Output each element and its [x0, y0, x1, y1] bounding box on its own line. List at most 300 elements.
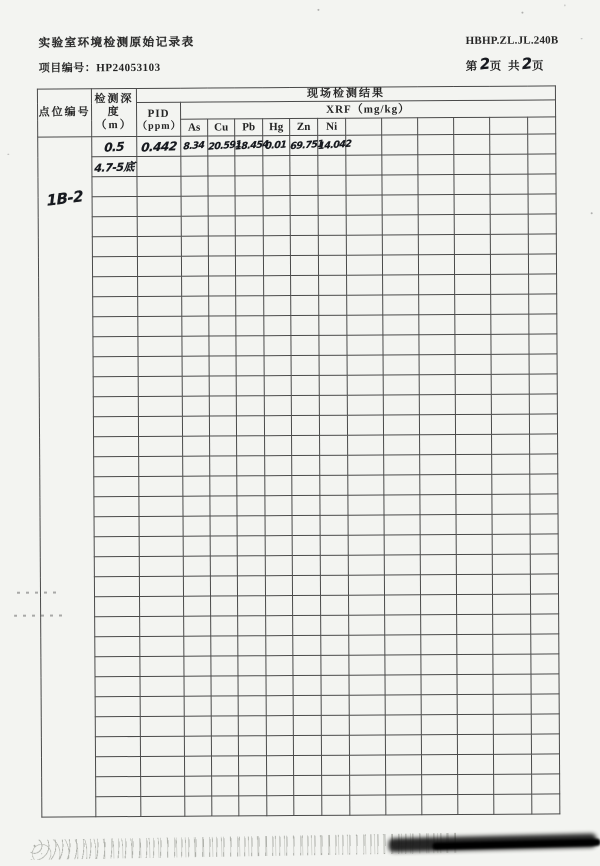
xrf-cell — [457, 694, 493, 714]
xrf-cell — [181, 236, 208, 256]
xrf-cell — [209, 356, 236, 376]
document-code: HBHP.ZL.JL.240B — [465, 34, 559, 47]
xrf-cell — [385, 755, 421, 775]
depth-cell — [92, 216, 137, 236]
xrf-cell — [455, 414, 491, 434]
xrf-cell — [385, 735, 421, 755]
xrf-cell — [420, 455, 456, 475]
depth-cell — [94, 496, 139, 516]
xrf-cell — [319, 415, 347, 435]
pid-cell — [137, 196, 181, 216]
xrf-cell — [318, 195, 346, 215]
xrf-cell — [384, 575, 420, 595]
xrf-cell — [210, 476, 237, 496]
xrf-cell — [419, 395, 455, 415]
point-id-value: 1B-2 — [46, 187, 84, 210]
xrf-cell — [238, 596, 266, 616]
xrf-cell — [235, 196, 263, 216]
pid-cell — [138, 396, 182, 416]
xrf-cell — [455, 394, 491, 414]
xrf-cell — [209, 296, 236, 316]
pid-cell — [139, 496, 183, 516]
xrf-cell — [184, 596, 211, 616]
xrf-cell — [290, 175, 318, 195]
xrf-cell — [385, 635, 421, 655]
xrf-cell — [263, 156, 290, 176]
xrf-cell — [267, 796, 294, 816]
xrf-cell — [457, 634, 493, 654]
xrf-cell — [347, 315, 383, 335]
xrf-cell — [347, 355, 383, 375]
xrf-cell — [321, 595, 349, 615]
col-header-xrf-group: XRF（mg/kg） — [180, 100, 555, 119]
xrf-cell — [237, 556, 265, 576]
xrf-cell — [320, 555, 348, 575]
depth-cell — [94, 536, 139, 556]
xrf-cell — [530, 514, 558, 534]
pid-cell — [137, 236, 181, 256]
xrf-cell — [346, 235, 382, 255]
xrf-cell — [264, 396, 291, 416]
scan-dash-noise — [17, 591, 61, 593]
xrf-cell — [318, 255, 346, 275]
xrf-cell — [419, 335, 455, 355]
xrf-cell — [238, 656, 266, 676]
depth-cell — [96, 776, 141, 796]
xrf-cell — [490, 234, 528, 254]
xrf-cell — [181, 156, 208, 176]
xrf-cell — [291, 375, 319, 395]
scan-speck — [7, 154, 9, 155]
xrf-cell — [321, 695, 349, 715]
xrf-cell — [490, 194, 528, 214]
xrf-cell — [236, 416, 264, 436]
xrf-cell — [384, 555, 420, 575]
xrf-cell — [210, 436, 237, 456]
xrf-cell — [493, 694, 531, 714]
element-header-hg: Hg — [263, 119, 290, 136]
xrf-cell — [183, 556, 210, 576]
xrf-cell — [529, 414, 557, 434]
xrf-cell — [263, 216, 290, 236]
xrf-cell — [349, 595, 385, 615]
xrf-cell — [383, 335, 419, 355]
pid-cell — [141, 796, 185, 816]
xrf-cell — [455, 274, 491, 294]
xrf-cell — [531, 754, 559, 774]
xrf-cell — [531, 694, 559, 714]
xrf-cell — [292, 555, 320, 575]
xrf-cell — [422, 775, 458, 795]
pid-cell — [139, 536, 183, 556]
depth-cell — [92, 136, 137, 156]
element-header-empty — [382, 118, 418, 135]
xrf-cell — [528, 194, 556, 214]
xrf-cell — [290, 155, 318, 175]
xrf-cell — [528, 214, 556, 234]
xrf-cell — [346, 255, 382, 275]
xrf-cell — [454, 174, 490, 194]
xrf-cell — [264, 296, 291, 316]
xrf-cell — [266, 676, 293, 696]
xrf-cell — [291, 335, 319, 355]
xrf-cell — [420, 555, 456, 575]
xrf-cell — [211, 616, 238, 636]
xrf-cell — [420, 515, 456, 535]
xrf-cell — [322, 795, 350, 815]
xrf-cell — [211, 696, 238, 716]
xrf-cell — [263, 236, 290, 256]
xrf-cell — [347, 335, 383, 355]
xrf-cell — [490, 134, 528, 154]
depth-cell — [95, 636, 140, 656]
xrf-cell — [318, 235, 346, 255]
project-number-value: HP24053103 — [96, 61, 161, 75]
xrf-cell — [183, 576, 210, 596]
xrf-cell — [289, 135, 324, 155]
xrf-cell — [455, 354, 491, 374]
xrf-cell — [319, 355, 347, 375]
xrf-cell — [530, 534, 558, 554]
xrf-cell — [349, 735, 385, 755]
depth-cell — [94, 576, 139, 596]
xrf-cell — [291, 275, 319, 295]
xrf-cell — [457, 614, 493, 634]
depth-cell — [94, 436, 139, 456]
xrf-cell — [492, 534, 530, 554]
pid-value: 0.442 — [140, 138, 178, 155]
xrf-cell — [493, 634, 531, 654]
xrf-cell — [293, 735, 321, 755]
xrf-cell — [491, 334, 529, 354]
xrf-cell — [210, 496, 237, 516]
xrf-cell — [490, 254, 528, 274]
xrf-cell — [492, 554, 530, 574]
xrf-cell — [321, 755, 349, 775]
element-header-empty — [454, 117, 490, 134]
xrf-cell — [184, 756, 211, 776]
scan-speck — [317, 9, 319, 11]
xrf-cell — [456, 494, 492, 514]
xrf-cell — [266, 736, 293, 756]
xrf-cell — [346, 175, 382, 195]
pid-cell — [138, 276, 182, 296]
depth-cell — [92, 156, 137, 176]
xrf-cell — [456, 534, 492, 554]
xrf-cell — [418, 175, 454, 195]
xrf-cell — [264, 376, 291, 396]
pagination-suffix: 页 — [531, 60, 546, 73]
xrf-cell — [347, 395, 383, 415]
xrf-cell — [531, 714, 559, 734]
depth-cell — [93, 356, 138, 376]
xrf-cell — [291, 415, 319, 435]
xrf-cell — [185, 796, 212, 816]
xrf-cell — [384, 455, 420, 475]
xrf-cell — [348, 435, 384, 455]
xrf-cell — [386, 775, 422, 795]
xrf-cell — [384, 535, 420, 555]
xrf-cell — [322, 775, 350, 795]
depth-cell — [93, 276, 138, 296]
xrf-cell — [182, 316, 209, 336]
xrf-cell — [382, 255, 418, 275]
xrf-cell — [421, 695, 457, 715]
xrf-cell — [346, 215, 382, 235]
xrf-cell — [529, 334, 557, 354]
xrf-cell — [183, 476, 210, 496]
xrf-cell — [492, 434, 530, 454]
xrf-cell — [418, 155, 454, 175]
pid-cell — [137, 216, 181, 236]
depth-cell — [93, 376, 138, 396]
xrf-cell — [266, 756, 293, 776]
depth-cell — [96, 796, 141, 816]
record-table-body — [38, 134, 560, 817]
xrf-cell — [454, 254, 490, 274]
xrf-cell — [529, 354, 557, 374]
xrf-cell — [385, 675, 421, 695]
depth-cell — [93, 396, 138, 416]
xrf-cell — [263, 176, 290, 196]
xrf-cell — [237, 536, 265, 556]
xrf-cell — [208, 176, 235, 196]
xrf-cell — [492, 474, 530, 494]
xrf-cell — [457, 654, 493, 674]
depth-cell — [92, 196, 137, 216]
xrf-cell — [421, 735, 457, 755]
xrf-cell — [183, 436, 210, 456]
scan-speck — [564, 4, 565, 6]
depth-cell — [93, 296, 138, 316]
xrf-cell — [529, 394, 557, 414]
xrf-cell — [236, 296, 264, 316]
col-header-depth: 检测深度（m） — [91, 88, 136, 136]
xrf-cell — [212, 796, 239, 816]
pid-cell — [138, 336, 182, 356]
xrf-cell — [384, 475, 420, 495]
xrf-cell — [492, 574, 530, 594]
xrf-cell — [493, 654, 531, 674]
xrf-cell — [208, 256, 235, 276]
xrf-cell — [184, 736, 211, 756]
xrf-cell — [383, 315, 419, 335]
xrf-cell — [182, 336, 209, 356]
xrf-cell — [455, 314, 491, 334]
xrf-cell — [238, 736, 266, 756]
depth-cell — [92, 236, 137, 256]
xrf-cell — [293, 675, 321, 695]
depth-cell — [95, 716, 140, 736]
xrf-cell — [421, 595, 457, 615]
xrf-cell — [236, 276, 264, 296]
xrf-cell — [212, 776, 239, 796]
xrf-cell — [235, 176, 263, 196]
xrf-cell — [319, 375, 347, 395]
xrf-cell — [490, 174, 528, 194]
xrf-cell — [263, 256, 290, 276]
xrf-cell — [211, 636, 238, 656]
xrf-cell — [420, 575, 456, 595]
xrf-cell — [293, 715, 321, 735]
xrf-cell — [454, 134, 490, 154]
xrf-cell — [490, 154, 528, 174]
xrf-cell — [382, 175, 418, 195]
xrf-cell — [235, 216, 263, 236]
xrf-cell — [235, 236, 263, 256]
xrf-cell — [419, 355, 455, 375]
xrf-cell — [492, 494, 530, 514]
xrf-cell — [419, 295, 455, 315]
xrf-cell — [418, 255, 454, 275]
xrf-cell — [208, 156, 235, 176]
xrf-cell — [184, 616, 211, 636]
xrf-cell — [207, 136, 242, 156]
xrf-cell — [318, 215, 346, 235]
xrf-cell — [454, 234, 490, 254]
xrf-cell — [238, 696, 266, 716]
xrf-cell — [455, 334, 491, 354]
xrf-cell — [491, 354, 529, 374]
xrf-cell — [532, 794, 560, 814]
element-header-empty — [528, 117, 556, 134]
col-header-pid — [136, 102, 180, 136]
col-header-results-group: 现场检测结果 — [136, 86, 555, 103]
depth-cell — [93, 416, 138, 436]
pid-cell — [140, 596, 184, 616]
xrf-cell — [292, 575, 320, 595]
xrf-cell — [292, 535, 320, 555]
depth-cell — [92, 256, 137, 276]
xrf-cell — [348, 475, 384, 495]
xrf-cell — [266, 716, 293, 736]
xrf-cell — [321, 635, 349, 655]
xrf-cell — [491, 394, 529, 414]
xrf-cell — [292, 435, 320, 455]
pid-cell — [137, 256, 181, 276]
pid-cell — [138, 356, 182, 376]
xrf-cell — [383, 395, 419, 415]
xrf-cell — [454, 214, 490, 234]
pagination-mid: 页 共 — [489, 60, 522, 73]
xrf-cell — [292, 495, 320, 515]
pid-cell — [141, 776, 185, 796]
xrf-cell — [235, 256, 263, 276]
depth-cell — [94, 476, 139, 496]
xrf-cell — [237, 576, 265, 596]
xrf-cell — [263, 196, 290, 216]
xrf-cell — [347, 295, 383, 315]
pid-cell — [138, 296, 182, 316]
xrf-cell — [456, 454, 492, 474]
xrf-cell — [349, 635, 385, 655]
xrf-cell — [320, 455, 348, 475]
xrf-cell — [382, 155, 418, 175]
xrf-cell — [236, 316, 264, 336]
xrf-cell — [265, 556, 292, 576]
xrf-cell — [294, 775, 322, 795]
xrf-cell — [493, 754, 531, 774]
current-page-handwritten: 2 — [478, 54, 491, 74]
xrf-cell — [456, 514, 492, 534]
xrf-cell — [320, 535, 348, 555]
xrf-cell — [209, 276, 236, 296]
xrf-cell — [267, 776, 294, 796]
xrf-cell — [419, 375, 455, 395]
xrf-cell — [382, 195, 418, 215]
xrf-cell — [385, 655, 421, 675]
depth-value: 4.7-5底 — [94, 159, 135, 175]
xrf-cell — [455, 374, 491, 394]
pid-cell — [138, 416, 182, 436]
col-header-point-id: 点位编号 — [37, 89, 91, 137]
xrf-cell — [456, 554, 492, 574]
xrf-cell — [294, 795, 322, 815]
xrf-cell — [264, 416, 291, 436]
xrf-cell — [182, 296, 209, 316]
xrf-cell — [529, 294, 557, 314]
xrf-cell — [236, 356, 264, 376]
pid-cell — [139, 576, 183, 596]
pid-cell — [138, 376, 182, 396]
pid-cell — [140, 656, 184, 676]
xrf-cell — [350, 795, 386, 815]
xrf-cell — [348, 515, 384, 535]
xrf-cell — [421, 675, 457, 695]
xrf-cell — [457, 714, 493, 734]
xrf-cell — [457, 674, 493, 694]
depth-cell — [95, 696, 140, 716]
table-row — [42, 794, 560, 817]
xrf-cell — [349, 615, 385, 635]
xrf-cell — [421, 615, 457, 635]
pid-cell — [137, 136, 181, 156]
xrf-cell — [419, 415, 455, 435]
xrf-cell — [211, 596, 238, 616]
xrf-cell — [183, 456, 210, 476]
xrf-value: 8.34 — [183, 139, 206, 153]
xrf-cell — [494, 794, 532, 814]
pid-cell — [137, 176, 181, 196]
xrf-cell — [493, 734, 531, 754]
pid-cell — [139, 456, 183, 476]
xrf-cell — [420, 435, 456, 455]
xrf-cell — [530, 574, 558, 594]
xrf-cell — [529, 274, 557, 294]
xrf-cell — [208, 216, 235, 236]
xrf-cell — [319, 335, 347, 355]
xrf-cell — [292, 515, 320, 535]
pid-cell — [140, 716, 184, 736]
xrf-cell — [319, 275, 347, 295]
xrf-cell — [211, 716, 238, 736]
xrf-cell — [266, 656, 293, 676]
xrf-cell — [383, 275, 419, 295]
xrf-cell — [181, 196, 208, 216]
pid-cell — [139, 476, 183, 496]
xrf-cell — [348, 555, 384, 575]
pagination — [466, 55, 546, 73]
element-header-empty — [490, 117, 528, 134]
xrf-cell — [238, 716, 266, 736]
depth-cell — [95, 676, 140, 696]
xrf-cell — [266, 596, 293, 616]
xrf-cell — [265, 496, 292, 516]
pid-cell — [139, 436, 183, 456]
xrf-cell — [237, 476, 265, 496]
xrf-cell — [348, 495, 384, 515]
xrf-value: 20.591 — [207, 139, 242, 153]
